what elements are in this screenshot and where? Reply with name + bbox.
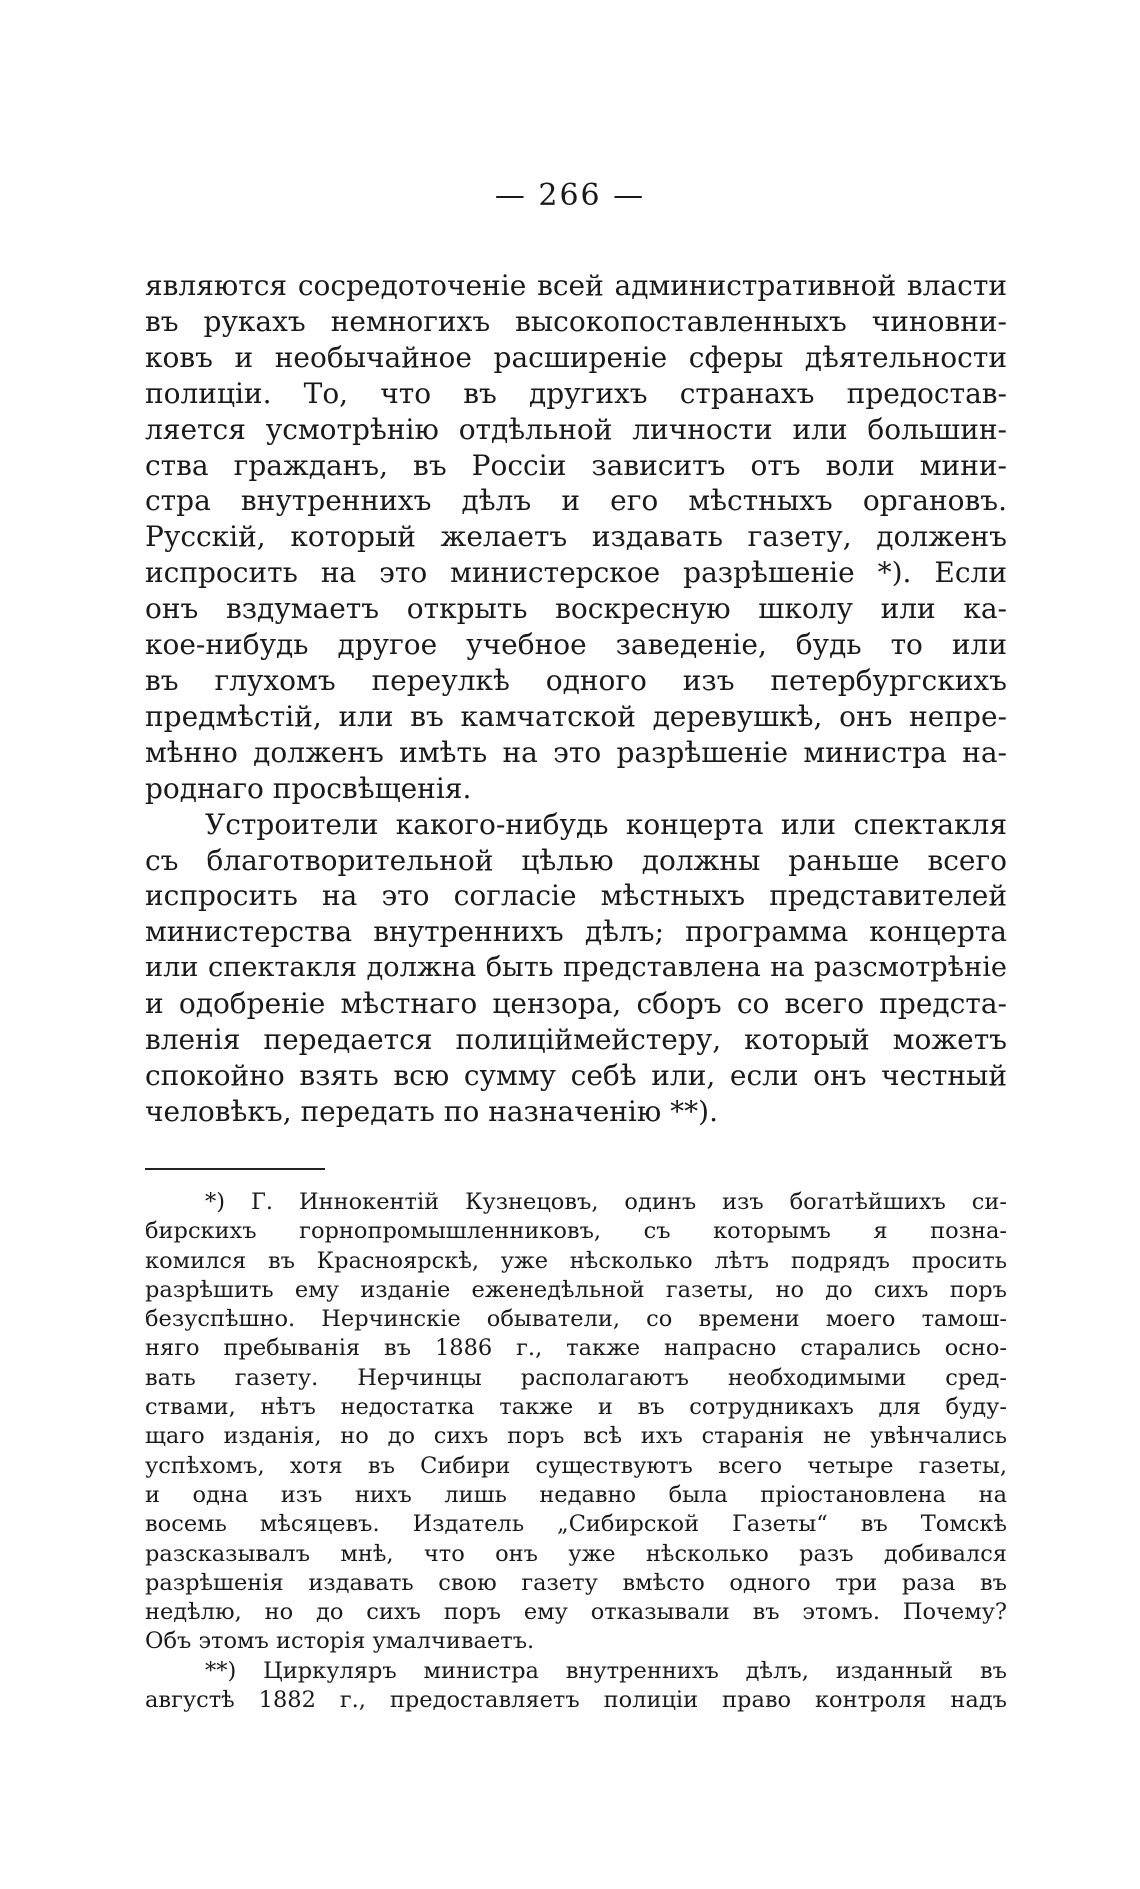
text-line: съ благотворительной цѣлью должны раньше всего [145,843,1007,877]
text-line: спокойно взять всю сумму себѣ или, если онъ честный [145,1058,1007,1092]
footnote-line: августѣ 1882 г., предоставляетъ полиціи право контроля надъ [145,1687,1007,1714]
footnote-line: щаго изданія, но до сихъ поръ всѣ ихъ старанія не увѣнчались [145,1423,1007,1450]
main-text [145,268,1007,1130]
text-line: являются сосредоточеніе всей административной власти [145,269,1007,302]
footnote-line: Объ этомъ исторія умалчиваетъ. [145,1628,535,1655]
text-line: ства гражданъ, въ Россіи зависитъ отъ воли мини- [145,448,1007,482]
footnote-line: и одна изъ нихъ лишь недавно была пріостановлена на [145,1481,1007,1508]
paragraph-1 [145,268,1007,807]
footnote-line: успѣхомъ, хотя въ Сибири существуютъ всего четыре газеты, [145,1452,1007,1479]
footnote-line: вать газету. Нерчинцы располагаютъ необходимыми сред- [145,1364,1007,1391]
text-line: стра внутреннихъ дѣлъ и его мѣстныхъ органовъ. [145,484,1007,518]
footnote-line: восемь мѣсяцевъ. Издатель „Сибирской Газеты“ въ Томскѣ [145,1511,1007,1538]
paragraph-2 [145,807,1007,1130]
text-line: Устроители какого-нибудь концерта или спектакля [205,807,1007,841]
text-line: ковъ и необычайное расширеніе сферы дѣятельности [145,340,1007,374]
footnote-line: бирскихъ горнопромышленниковъ, съ которымъ я позна- [145,1218,1007,1245]
text-line: министерства внутреннихъ дѣлъ; программа концерта [145,915,1007,949]
footnote-line: няго пребыванія въ 1886 г., также напрасно старались осно- [145,1335,1007,1362]
text-line: ляется усмотрѣнію отдѣльной личности или большин- [145,412,1007,446]
text-line: онъ вздумаетъ открыть воскресную школу или ка- [145,592,1007,626]
text-line: и одобреніе мѣстнаго цензора, сборъ со всего предста- [145,987,1007,1021]
footnote-1 [145,1188,1007,1657]
text-line: въ рукахъ немногихъ высокопоставленныхъ чиновни- [145,304,1007,338]
footnotes [145,1188,1007,1715]
footnote-line: недѣлю, но до сихъ поръ ему отказывали въ этомъ. Почему? [145,1599,1007,1626]
text-line: вленія передается полиціймейстеру, который можетъ [145,1023,1007,1057]
text-line: роднаго просвѣщенія. [145,771,472,805]
footnote-line: разсказывалъ мнѣ, что онъ уже нѣсколько разъ добивался [145,1540,1007,1567]
footnote-line: разрѣшенія издавать свою газету вмѣсто одного три раза въ [145,1569,1007,1596]
text-line: предмѣстій, или въ камчатской деревушкѣ, онъ непре- [145,699,1007,733]
footnote-line: безуспѣшно. Нерчинскіе обыватели, со времени моего тамош- [145,1306,1007,1333]
text-line: Русскій, который желаетъ издавать газету, долженъ [145,520,1007,554]
text-line: испросить на это согласіе мѣстныхъ представителей [145,879,1007,913]
text-line: кое-нибудь другое учебное заведеніе, будь то или [145,628,1007,662]
footnote-line: комился въ Красноярскѣ, уже нѣсколько лѣтъ подрядъ просить [145,1247,1007,1274]
footnote-line: ствами, нѣтъ недостатка также и въ сотрудникахъ для буду- [145,1394,1007,1421]
text-line: испросить на это министерское разрѣшеніе *). Если [145,556,1007,590]
text-line: полиціи. То, что въ другихъ странахъ предостав- [145,376,1007,410]
footnote-line: разрѣшить ему изданіе еженедѣльной газеты, но до сихъ поръ [145,1276,1007,1303]
footnote-separator [145,1168,325,1170]
text-line: или спектакля должна быть представлена на разсмотрѣніе [145,952,1007,984]
footnote-2 [145,1657,1007,1716]
text-line: человѣкъ, передать по назначенію **). [145,1094,718,1128]
text-line: въ глухомъ переулкѣ одного изъ петербургскихъ [145,663,1007,697]
footnote-line: *) Г. Иннокентій Кузнецовъ, одинъ изъ богатѣйшихъ си- [205,1189,1007,1215]
footnote-line: **) Циркуляръ министра внутреннихъ дѣлъ, изданный въ [205,1657,1007,1684]
page-number: — 266 — [494,178,646,213]
text-line: мѣнно долженъ имѣть на это разрѣшеніе министра на- [145,735,1007,769]
